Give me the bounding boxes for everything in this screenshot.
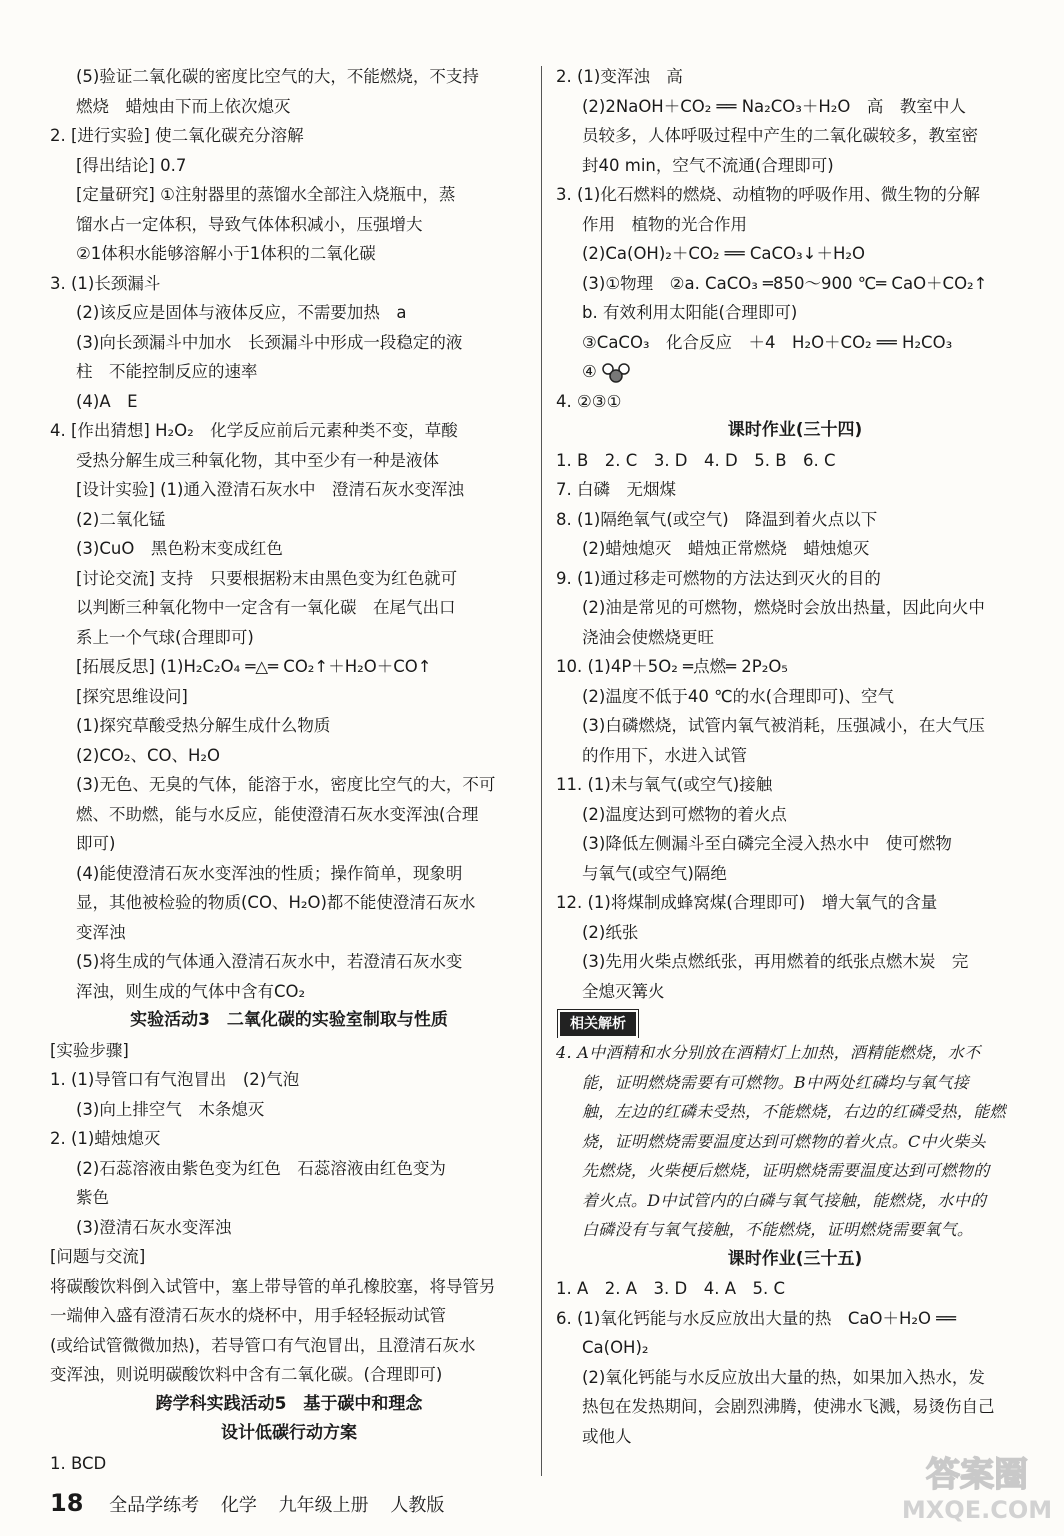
molecule-icon	[601, 362, 631, 384]
answer-line: 系上一个气球(合理即可)	[76, 627, 254, 647]
answer-line: 4. [作出猜想] H₂O₂ 化学反应前后元素种类不变，草酸	[50, 421, 458, 440]
answer-line: 7. 白磷 无烟煤	[556, 480, 676, 499]
answer-line: 烧，证明燃烧需要温度达到可燃物的着火点。C中火柴头	[582, 1131, 986, 1151]
answer-line: 12. (1)将煤制成蜂窝煤(合理即可) 增大氧气的含量	[556, 893, 938, 912]
answer-line: 8. (1)隔绝氧气(或空气) 降温到着火点以下	[556, 509, 878, 529]
answer-line: 能，证明燃烧需要有可燃物。B中两处红磷均与氧气接	[582, 1072, 969, 1092]
answer-line: 3. (1)长颈漏斗	[50, 273, 161, 293]
watermark-line2: MXQE.COM	[902, 1496, 1052, 1524]
answer-line: ③CaCO₃ 化合反应 ＋4 H₂O＋CO₂ ══ H₂CO₃	[582, 332, 953, 352]
right-column	[556, 62, 1034, 1451]
answer-line: 1. BCD	[50, 1453, 107, 1473]
answer-line: (2)2NaOH＋CO₂ ══ Na₂CO₃＋H₂O 高 教室中人	[582, 96, 966, 116]
section-heading: 课时作业(三十四)	[727, 420, 863, 440]
related-analysis-badge: 相关解析	[560, 1012, 636, 1036]
answer-line: (5)将生成的气体通入澄清石灰水中，若澄清石灰水变	[76, 952, 463, 971]
answer-line: [讨论交流] 支持 只要根据粉末由黑色变为红色就可	[76, 568, 458, 588]
section-heading: 实验活动3 二氧化碳的实验室制取与性质	[130, 1010, 448, 1030]
watermark-logo	[902, 1444, 1052, 1528]
answer-line: 显，其他被检验的物质(CO、H₂O)都不能使澄清石灰水	[76, 893, 476, 912]
answer-line: [探究思维设问]	[76, 686, 188, 706]
footer-brand: 全品学练考	[109, 1495, 200, 1516]
answer-line: 受热分解生成三种氧化物，其中至少有一种是液体	[76, 450, 439, 470]
answer-line: (5)验证二氧化碳的密度比空气的大，不能燃烧，不支持	[76, 67, 479, 86]
answer-line: (2)二氧化锰	[76, 509, 166, 529]
answer-line: (2)油是常见的可燃物，燃烧时会放出热量，因此向火中	[582, 598, 985, 617]
left-column	[50, 62, 528, 1478]
answer-line: 浑浊，则生成的气体中含有CO₂	[76, 981, 306, 1001]
answer-line: (或给试管微微加热)，若导管口有气泡冒出，且澄清石灰水	[50, 1335, 476, 1355]
answer-line: (3)先用火柴点燃纸张，再用燃着的纸张点燃木炭 完	[582, 952, 969, 971]
answer-line: (2)Ca(OH)₂＋CO₂ ══ CaCO₃↓＋H₂O	[582, 244, 865, 263]
answer-line: (3)向上排空气 木条熄灭	[76, 1099, 265, 1119]
answer-line: 6. (1)氧化钙能与水反应放出大量的热 CaO＋H₂O ══	[556, 1308, 957, 1328]
answer-line: (1)探究草酸受热分解生成什么物质	[76, 716, 331, 735]
answer-line: 2. (1)蜡烛熄灭	[50, 1129, 161, 1148]
answer-line: [问题与交流]	[50, 1247, 146, 1266]
answer-line: 将碳酸饮料倒入试管中，塞上带导管的单孔橡胶塞，将导管另	[50, 1276, 496, 1296]
answer-line: (2)蜡烛熄灭 蜡烛正常燃烧 蜡烛熄灭	[582, 539, 870, 558]
answer-line: (3)无色、无臭的气体，能溶于水，密度比空气的大，不可	[76, 775, 496, 794]
answer-line: 热包在发热期间，会剧烈沸腾，使沸水飞溅，易烫伤自己	[582, 1397, 995, 1416]
answer-line: (4)A E	[76, 391, 138, 411]
section-heading: 跨学科实践活动5 基于碳中和理念	[155, 1393, 423, 1414]
answer-line: 燃、不助燃，能与水反应，能使澄清石灰水变浑浊(合理	[76, 804, 479, 824]
answer-line: Ca(OH)₂	[582, 1338, 649, 1357]
answer-line: 柱 不能控制反应的速率	[76, 362, 258, 381]
answer-line: b. 有效利用太阳能(合理即可)	[582, 303, 798, 322]
footer-subject: 化学	[220, 1495, 257, 1516]
footer-edition: 人教版	[390, 1495, 445, 1516]
answer-line: 作用 植物的光合作用	[582, 214, 747, 234]
answer-line: (2)该反应是固体与液体反应，不需要加热 a	[76, 303, 407, 322]
answer-line: (2)温度达到可燃物的着火点	[582, 804, 787, 824]
answer-line: 浇油会使燃烧更旺	[582, 627, 714, 647]
answer-line: (2)温度不低于40 ℃的水(合理即可)、空气	[582, 686, 895, 706]
answer-line: 馏水占一定体积，导致气体体积减小，压强增大	[76, 214, 423, 234]
answer-line: 白磷没有与氧气接触，不能燃烧，证明燃烧需要氧气。	[582, 1220, 974, 1239]
answer-line: 9. (1)通过移走可燃物的方法达到灭火的目的	[556, 568, 881, 588]
answer-line: [定量研究] ①注射器里的蒸馏水全部注入烧瓶中，蒸	[76, 185, 456, 204]
answer-line: (3)向长颈漏斗中加水 长颈漏斗中形成一段稳定的液	[76, 332, 463, 352]
answer-line: ④	[556, 357, 1034, 387]
answer-line: 2. (1)变浑浊 高	[556, 67, 683, 86]
answer-line: (3)CuO 黑色粉末变成红色	[76, 539, 283, 558]
answer-line: 即可)	[76, 834, 116, 853]
page-number: 18	[50, 1489, 84, 1517]
page-footer	[50, 1489, 460, 1517]
answer-line: [得出结论] 0.7	[76, 155, 187, 175]
answer-line: (2)CO₂、CO、H₂O	[76, 745, 221, 765]
answer-line: 先燃烧，火柴梗后燃烧，证明燃烧需要温度达到可燃物的	[582, 1161, 990, 1180]
answer-line: 10. (1)4P＋5O₂ ═点燃═ 2P₂O₅	[556, 657, 788, 676]
answer-line: (2)纸张	[582, 922, 639, 942]
answer-line: 1. (1)导管口有气泡冒出 (2)气泡	[50, 1070, 300, 1089]
answer-line: (2)氧化钙能与水反应放出大量的热，如果加入热水，发	[582, 1367, 985, 1387]
column-divider	[541, 66, 542, 1476]
answer-line: [实验步骤]	[50, 1040, 129, 1060]
answer-line: 全熄灭篝火	[582, 981, 665, 1001]
answer-line: 变浑浊，则说明碳酸饮料中含有二氧化碳。(合理即可)	[50, 1365, 443, 1384]
section-heading: 课时作业(三十五)	[727, 1248, 863, 1269]
answer-line: 员较多，人体呼吸过程中产生的二氧化碳较多，教室密	[582, 126, 978, 145]
answer-line: (3)白磷燃烧，试管内氧气被消耗，压强减小，在大气压	[582, 716, 985, 735]
answer-line: (4)能使澄清石灰水变浑浊的性质；操作简单，现象明	[76, 863, 463, 883]
answer-line: 封40 min，空气不流通(合理即可)	[582, 155, 834, 175]
answer-line: 与氧气(或空气)隔绝	[582, 863, 727, 883]
answer-line: (3)降低左侧漏斗至白磷完全浸入热水中 使可燃物	[582, 834, 952, 853]
footer-grade: 九年级上册	[278, 1495, 369, 1516]
answer-line: 变浑浊	[76, 922, 126, 942]
answer-line: 紫色	[76, 1188, 109, 1207]
answer-line: 2. [进行实验] 使二氧化碳充分溶解	[50, 126, 304, 145]
answer-line: (2)石蕊溶液由紫色变为红色 石蕊溶液由红色变为	[76, 1158, 446, 1178]
answer-line: 一端伸入盛有澄清石灰水的烧杯中，用手轻轻振动试管	[50, 1306, 446, 1325]
answer-line: [设计实验] (1)通入澄清石灰水中 澄清石灰水变浑浊	[76, 480, 464, 499]
badge-row	[556, 1006, 1034, 1038]
answer-line: [拓展反思] (1)H₂C₂O₄ ═△═ CO₂↑＋H₂O＋CO↑	[76, 657, 432, 676]
answer-line: 以判断三种氧化物中一定含有一氧化碳 在尾气出口	[76, 598, 456, 617]
answer-line: 或他人	[582, 1426, 632, 1446]
answer-line: 1. B 2. C 3. D 4. D 5. B 6. C	[556, 450, 836, 470]
answer-line: 11. (1)未与氧气(或空气)接触	[556, 775, 773, 794]
section-heading: 设计低碳行动方案	[221, 1423, 357, 1443]
answer-line: 4. A中酒精和水分别放在酒精灯上加热，酒精能燃烧，水不	[556, 1043, 981, 1062]
answer-line: 的作用下，水进入试管	[582, 745, 747, 765]
answer-line: 4. ②③①	[556, 391, 622, 411]
answer-line: ②1体积水能够溶解小于1体积的二氧化碳	[76, 244, 376, 263]
answer-line: (3)①物理 ②a. CaCO₃ ═850～900 ℃═ CaO＋CO₂↑	[582, 273, 988, 293]
answer-line: (3)澄清石灰水变浑浊	[76, 1217, 232, 1237]
answer-line: 着火点。D中试管内的白磷与氧气接触，能燃烧，水中的	[582, 1190, 987, 1210]
answer-line: 触，左边的红磷未受热，不能燃烧，右边的红磷受热，能燃	[582, 1102, 1006, 1121]
answer-line: 燃烧 蜡烛由下而上依次熄灭	[76, 96, 291, 116]
answer-line: 3. (1)化石燃料的燃烧、动植物的呼吸作用、微生物的分解	[556, 185, 980, 204]
answer-line: 1. A 2. A 3. D 4. A 5. C	[556, 1279, 786, 1298]
watermark-line1: 答案圈	[926, 1455, 1028, 1495]
